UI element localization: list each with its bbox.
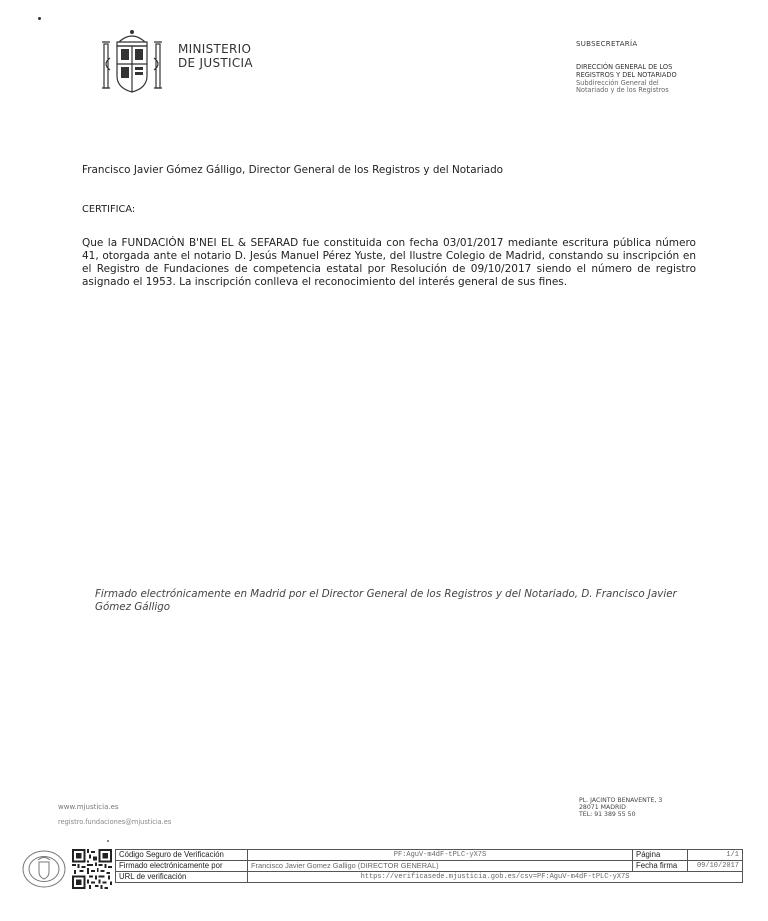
ministry-name — [178, 42, 253, 70]
scan-mark — [107, 840, 109, 842]
date-label: Fecha firma — [633, 861, 688, 872]
ministry-line-2: DE JUSTICIA — [178, 56, 253, 70]
subdireccion-line-2: Notariado y de los Registros — [576, 86, 669, 95]
url-row — [116, 872, 743, 883]
address-line-1: PL. JACINTO BENAVENTE, 3 — [579, 797, 663, 804]
verification-url-link[interactable]: https://verificasede.mjusticia.gob.es/csv=PF:AguV-m4dF-tPLC-yX7S — [248, 872, 743, 883]
email-link[interactable]: registro.fundaciones@mjusticia.es — [58, 818, 172, 826]
date-value: 09/10/2017 — [688, 861, 743, 872]
direccion-line-2: REGISTROS Y DEL NOTARIADO — [576, 70, 677, 79]
certificate-paragraph: Que la FUNDACIÓN B'NEI EL & SEFARAD fue constituida con fecha 03/01/2017 mediante escritura pública número 41, otorgada ante el notario D. Jesús Manuel Pérez Yuste, del Ilustre Colegio de Madrid, constando su inscripción en el Registro de Fundaciones de competencia estatal por Resolución de 09/10/2017 siendo el número de registro asignado el 1953. La inscripción conlleva el reconocimiento del interés general de sus fines. — [82, 237, 696, 288]
address-line-2: 28071 MADRID — [579, 804, 626, 811]
subsecretaria-label: SUBSECRETARÍA — [576, 40, 638, 48]
address-block — [579, 797, 662, 818]
page-label: Página — [633, 850, 688, 861]
website-link[interactable]: www.mjusticia.es — [58, 803, 119, 811]
address-line-3: TEL: 91 389 55 50 — [579, 811, 636, 818]
subdireccion-line-1: Subdirección General del — [576, 78, 659, 87]
csv-label: Código Seguro de Verificación — [116, 850, 248, 861]
scan-speck — [38, 17, 41, 20]
csv-value: PF:AguV-m4dF-tPLC-yX7S — [248, 850, 633, 861]
signed-by-value: Francisco Javier Gomez Galligo (DIRECTOR GENERAL) — [248, 861, 633, 872]
signed-by-label: Firmado electrónicamente por — [116, 861, 248, 872]
ministry-line-1: MINISTERIO — [178, 42, 252, 56]
verification-table — [115, 849, 743, 883]
url-label: URL de verificación — [116, 872, 248, 883]
coat-of-arms-logo — [97, 28, 167, 96]
certifica-heading: CERTIFICA: — [82, 204, 136, 215]
page-value: 1/1 — [688, 850, 743, 861]
director-line: Francisco Javier Gómez Gálligo, Director General de los Registros y del Notariado — [82, 164, 504, 176]
signed-by-row — [116, 861, 743, 872]
direccion-line-1: DIRECCIÓN GENERAL DE LOS — [576, 63, 673, 71]
official-seal-icon — [20, 848, 68, 890]
electronic-signature-note: Firmado electrónicamente en Madrid por el Director General de los Registros y del Notariado, D. Francisco Javier Gómez Gálligo — [95, 588, 677, 613]
csv-row — [116, 850, 743, 861]
direccion-general-block — [576, 64, 677, 95]
qr-code-icon[interactable] — [71, 849, 113, 889]
